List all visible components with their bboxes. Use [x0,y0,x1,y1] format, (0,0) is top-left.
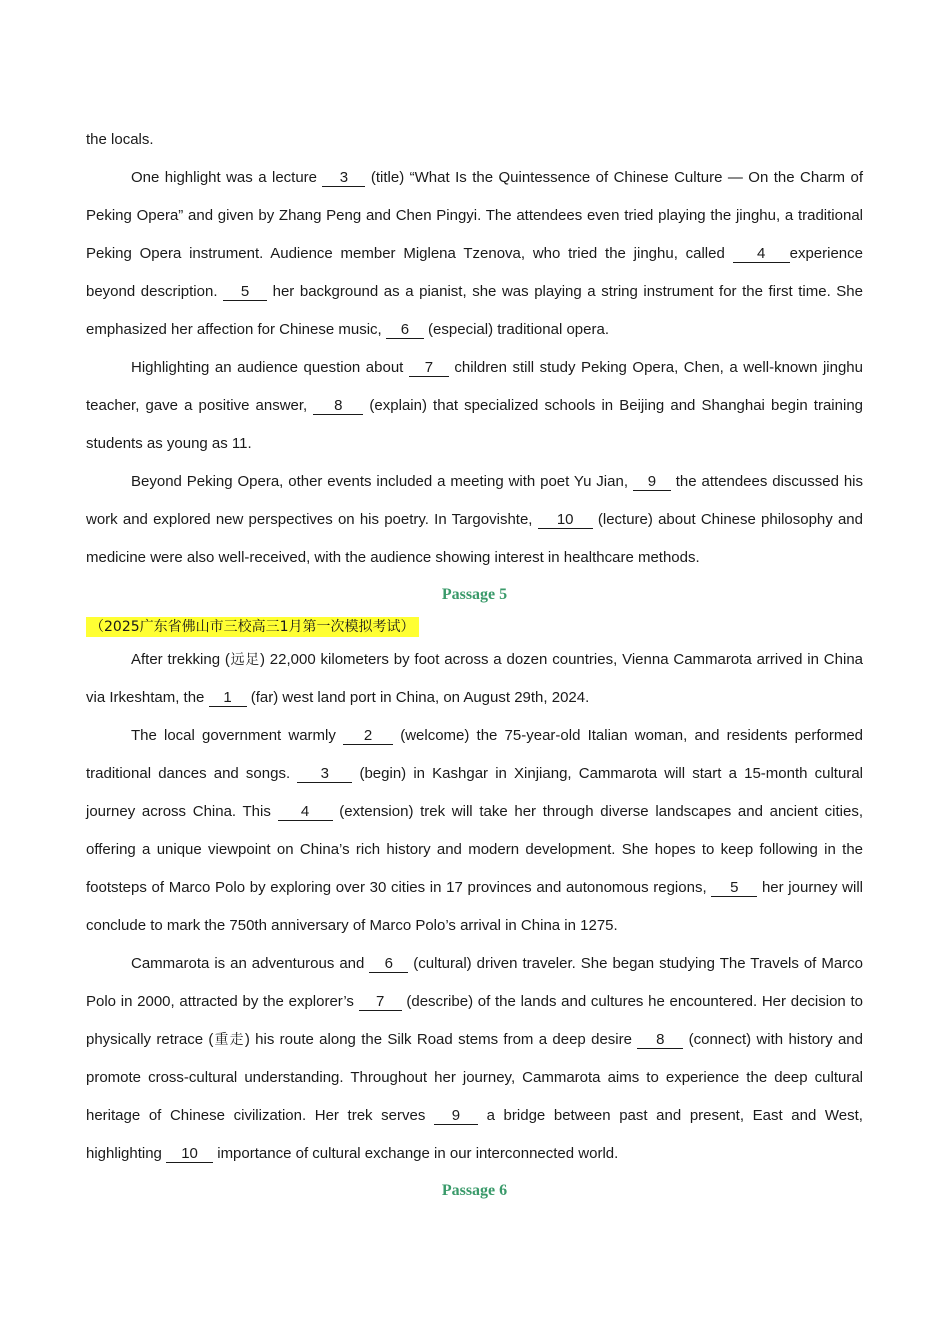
passage4-paragraph-1: One highlight was a lecture 3 (title) “What Is the Quintessence of Chinese Culture — On the Charm of Peking Opera” and given by Zhang Peng and Chen Pingyi. The attendees even tried playing the jinghu, a traditional Peking Opera instrument. Audience member Miglena Tzenova, who tried the jinghu, called 4 experience beyond description. 5 her background as a pianist, she was playing a string instrument for the first time. She emphasized her affection for Chinese music, 6 (especial) traditional opera. [86,169,863,338]
blank-8[interactable]: 8 [313,397,363,415]
gloss-retrace: 重走 [213,1032,245,1048]
blank-10[interactable]: 10 [166,1145,213,1163]
blank-4[interactable]: 4 [733,245,790,263]
passage4-paragraph-3: Beyond Peking Opera, other events included a meeting with poet Yu Jian, 9 the attendees discussed his work and explored new perspectives on his poetry. In Targovishte, 10 (lecture) about Chinese philosophy and medicine were also well-received, with the audience showing interest in healthcare methods. [86,473,863,566]
blank-3[interactable]: 3 [322,169,365,187]
blank-5[interactable]: 5 [711,879,757,897]
passage5-paragraph-2: The local government warmly 2 (welcome) the 75-year-old Italian woman, and residents performed traditional dances and songs. 3 (begin) in Kashgar in Xinjiang, Cammarota will start a 15-month cultural journey across China. This 4 (extension) trek will take her through diverse landscapes and ancient cities, offering a unique viewpoint on China’s rich history and modern development. She hopes to keep following in the footsteps of Marco Polo by exploring over 30 cities in 17 provinces and autonomous regions, 5 her journey will conclude to mark the 750th anniversary of Marco Polo’s arrival in China in 1275. [86,727,864,934]
passage5-paragraph-1: After trekking (远足) 22,000 kilometers by foot across a dozen countries, Vienna Cammarota arrived in China via Irkeshtam, the 1 (far) west land port in China, on August 29th, 2024. [86,651,864,706]
blank-8[interactable]: 8 [637,1031,683,1049]
passage4-paragraph-2: Highlighting an audience question about 7 children still study Peking Opera, Chen, a well-known jinghu teacher, gave a positive answer, 8 (explain) that specialized schools in Beijing and Shanghai begin training students as young as 11. [86,359,864,452]
blank-6[interactable]: 6 [369,955,408,973]
passage5-paragraph-3: Cammarota is an adventurous and 6 (cultural) driven traveler. She began studying The Travels of Marco Polo in 2000, attracted by the explorer’s 7 (describe) of the lands and cultures he encountered. Her decision to physically retrace (重走) his route along the Silk Road stems from a deep desire 8 (connect) with history and promote cross-cultural understanding. Throughout her journey, Cammarota aims to experience the deep cultural heritage of Chinese civilization. Her trek serves 9 a bridge between past and present, East and West, highlighting 10 importance of cultural exchange in our interconnected world. [86,955,863,1162]
blank-5[interactable]: 5 [223,283,267,301]
paragraph-continuation: the locals. [86,131,154,148]
blank-9[interactable]: 9 [633,473,671,491]
passage5-source [86,613,863,641]
passage6-heading: Passage 6 [441,1182,508,1199]
blank-10[interactable]: 10 [538,511,593,529]
blank-7[interactable]: 7 [409,359,449,377]
gloss-trekking: 远足 [229,652,260,668]
blank-9[interactable]: 9 [434,1107,478,1125]
source-highlight: （2025广东省佛山市三校高三1月第一次模拟考试） [86,617,419,637]
passage5-heading: Passage 5 [441,586,508,603]
blank-3[interactable]: 3 [297,765,352,783]
document-page [86,121,863,1209]
blank-7[interactable]: 7 [359,993,402,1011]
blank-1[interactable]: 1 [209,689,247,707]
blank-2[interactable]: 2 [343,727,393,745]
blank-4[interactable]: 4 [278,803,333,821]
blank-6[interactable]: 6 [386,321,424,339]
